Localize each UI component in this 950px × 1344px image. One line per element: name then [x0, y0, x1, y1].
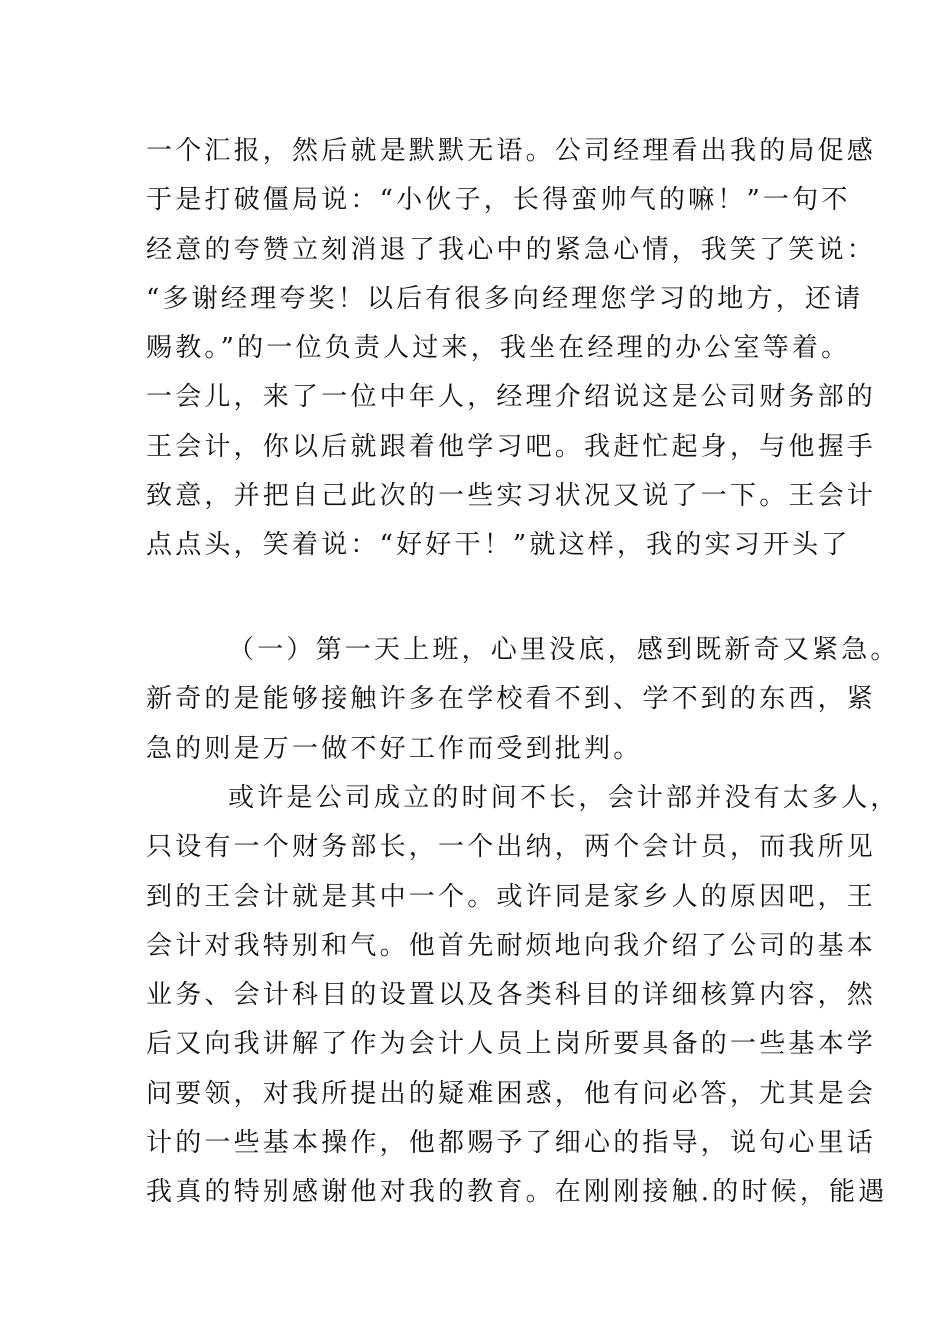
text-line: 或许是公司成立的时间不长，会计部并没有太多人， — [228, 783, 900, 813]
text-line: 点点头，笑着说：“好好干！”就这样，我的实习开头了 — [146, 530, 851, 561]
text-line: 急的则是万一做不好工作而受到批判。 — [146, 733, 643, 764]
paragraph-first-day — [146, 626, 900, 774]
text-line: 王会计，你以后就跟着他学习吧。我赶忙起身，与他握手 — [146, 431, 877, 462]
text-line: 赐教。”的一位负责人过来，我坐在经理的办公室等着。 — [146, 333, 851, 364]
text-line: 计的一些基本操作，他都赐予了细心的指导，说句心里话 — [146, 1128, 877, 1159]
text-line: 我真的特别感谢他对我的教育。在刚刚接触.的时候，能遇 — [146, 1177, 888, 1208]
text-line: 会计对我特别和气。他首先耐烦地向我介绍了公司的基本 — [146, 930, 877, 961]
text-line: （一）第一天上班，心里没底，感到既新奇又紧急。 — [228, 635, 900, 665]
text-line: 一会儿，来了一位中年人，经理介绍说这是公司财务部的 — [146, 382, 877, 413]
text-line: “多谢经理夸奖！以后有很多向经理您学习的地方，还请 — [146, 283, 864, 314]
text-line: 一个汇报，然后就是默默无语。公司经理看出我的局促感 — [146, 136, 877, 166]
text-line: 新奇的是能够接触许多在学校看不到、学不到的东西，紧 — [146, 684, 877, 715]
text-line: 致意，并把自己此次的一些实习状况又说了一下。王会计 — [146, 481, 877, 512]
text-line: 后又向我讲解了作为会计人员上岗所要具备的一些基本学 — [146, 1029, 877, 1060]
text-line: 只设有一个财务部长，一个出纳，两个会计员，而我所见 — [146, 832, 877, 863]
paragraph-accounting-department — [146, 774, 900, 1218]
text-line: 业务、会计科目的设置以及各类科目的详细核算内容，然 — [146, 980, 877, 1011]
paragraph-internship-start — [146, 127, 877, 571]
text-line: 经意的夸赞立刻消退了我心中的紧急心情，我笑了笑说： — [146, 234, 877, 265]
text-line: 于是打破僵局说：“小伙子，长得蛮帅气的嘛！”一句不 — [146, 185, 851, 216]
text-line: 到的王会计就是其中一个。或许同是家乡人的原因吧，王 — [146, 881, 877, 912]
text-line: 问要领，对我所提出的疑难困惑，他有问必答，尤其是会 — [146, 1078, 877, 1109]
